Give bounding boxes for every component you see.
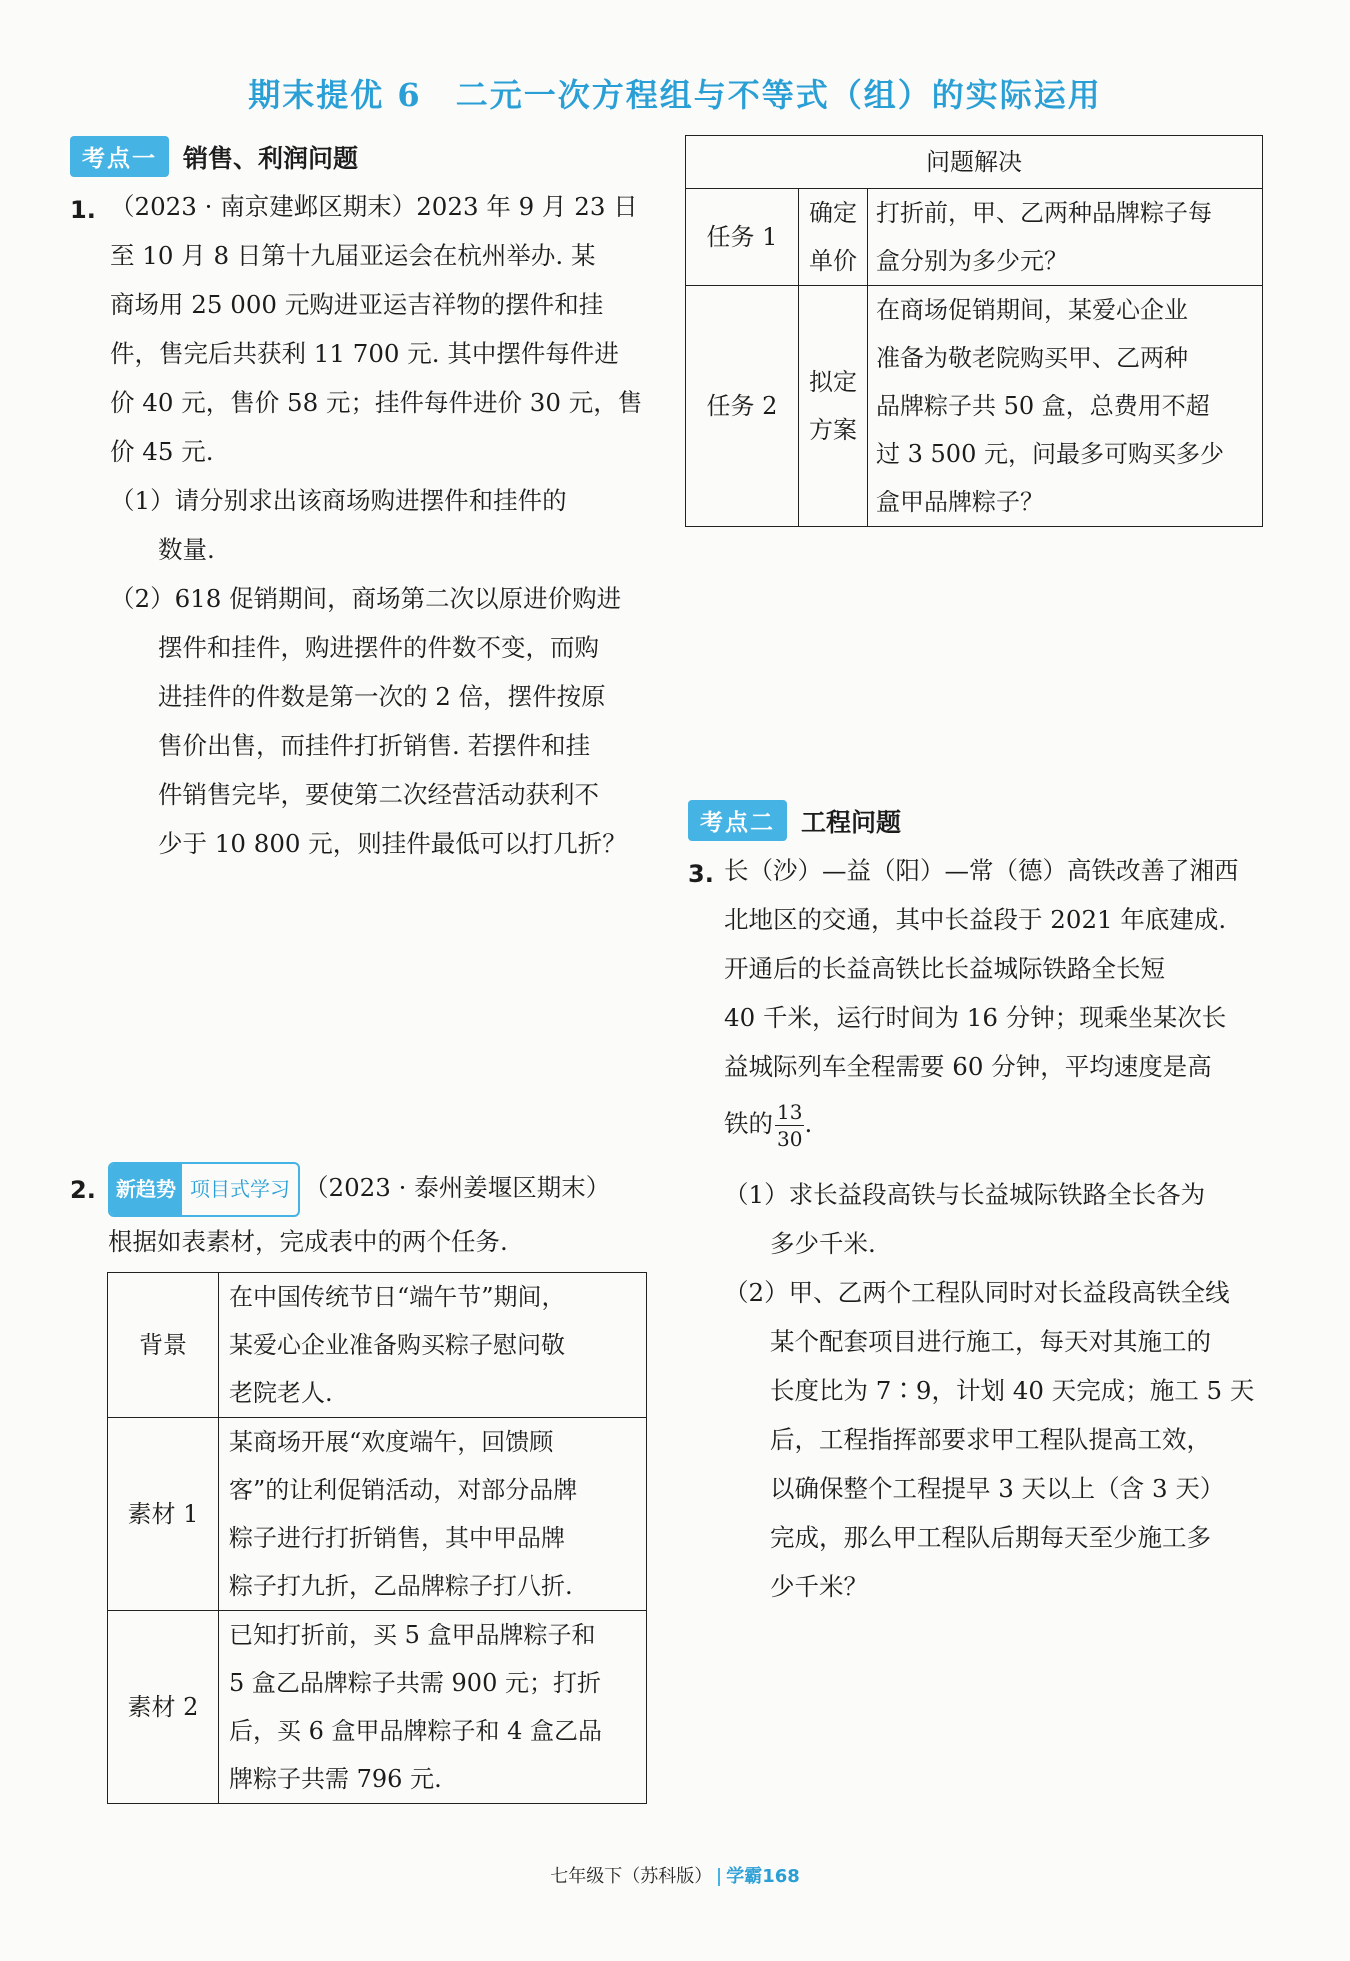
text-line: 商场用 25 000 元购进亚运吉祥物的摆件和挂: [110, 290, 604, 319]
text-line: 摆件和挂件，购进摆件的件数不变，而购: [158, 633, 599, 662]
text-line: 数量.: [158, 535, 215, 564]
question-1-part-1: [110, 476, 655, 574]
text-fragment: 铁的: [724, 1109, 773, 1138]
text-line: [724, 1099, 1284, 1152]
text-line: 多少千米.: [770, 1229, 876, 1258]
fraction-denominator: 30: [777, 1127, 803, 1151]
text-line: 在商场促销期间，某爱心企业: [876, 296, 1188, 324]
text-line: 老院老人.: [229, 1379, 333, 1407]
task-type: [799, 189, 868, 286]
text-line: 根据如表素材，完成表中的两个任务.: [108, 1227, 508, 1256]
question-3-stem: [724, 846, 1284, 1152]
text-line: 长（沙）—益（阳）—常（德）高铁改善了湘西: [724, 856, 1239, 885]
text-line: 拟定: [809, 368, 857, 396]
text-line: 后，买 6 盒甲品牌粽子和 4 盒乙品: [229, 1717, 603, 1745]
table-row: [686, 286, 1263, 527]
question-2-stem: [108, 1162, 668, 1266]
task-content: [868, 286, 1263, 527]
table-row: [108, 1418, 647, 1611]
section-header-2: [688, 800, 901, 841]
row-content: [219, 1611, 647, 1804]
text-line: 价 45 元.: [110, 437, 214, 466]
section-title: 销售、利润问题: [183, 143, 359, 173]
text-line: 方案: [809, 416, 857, 444]
text-line: 在中国传统节日“端午节”期间，: [229, 1283, 566, 1311]
table-row: [108, 1611, 647, 1804]
question-1-part-2: [110, 574, 655, 868]
material-table: [107, 1272, 647, 1804]
text-line: （2023 · 南京建邺区期末）2023 年 9 月 23 日: [110, 192, 638, 221]
text-line: （1）求长益段高铁与长益城际铁路全长各为: [724, 1180, 1206, 1209]
question-1-stem: [110, 182, 655, 476]
page-title: 期末提优 6 二元一次方程组与不等式（组）的实际运用: [248, 76, 1102, 114]
section-tag: 考点一: [70, 136, 169, 177]
text-line: 品牌粽子共 50 盒，总费用不超: [876, 392, 1210, 420]
brand-label: 学霸: [726, 1866, 763, 1887]
row-head: 素材 1: [108, 1418, 219, 1611]
text-line: 打折前，甲、乙两种品牌粽子每: [876, 199, 1212, 227]
divider: [718, 1868, 720, 1886]
text-line: 益城际列车全程需要 60 分钟，平均速度是高: [724, 1052, 1212, 1081]
text-line: 价 40 元，售价 58 元；挂件每件进价 30 元，售: [110, 388, 643, 417]
table-row: [686, 189, 1263, 286]
question-number: 1.: [70, 196, 96, 224]
fraction-numerator: 13: [777, 1100, 803, 1124]
text-line: 北地区的交通，其中长益段于 2021 年底建成.: [724, 905, 1227, 934]
badge-label: 新趋势: [110, 1164, 182, 1215]
text-line: 某商场开展“欢度端午，回馈顾: [229, 1428, 554, 1456]
question-number: 3.: [688, 860, 714, 888]
text-line: 少千米？: [770, 1572, 868, 1601]
task-table: [685, 135, 1263, 527]
text-line: （2）甲、乙两个工程队同时对长益段高铁全线: [724, 1278, 1230, 1307]
page-number: 168: [762, 1866, 800, 1887]
text-line: 进挂件的件数是第一次的 2 倍，摆件按原: [158, 682, 606, 711]
text-line: [108, 1162, 668, 1217]
grade-label: 七年级下（苏科版）: [550, 1866, 713, 1887]
text-line: 某爱心企业准备购买粽子慰问敬: [229, 1331, 565, 1359]
text-line: 盒分别为多少元？: [876, 247, 1068, 275]
section-tag: 考点二: [688, 800, 787, 841]
text-line: 单价: [809, 247, 857, 275]
text-line: （1）请分别求出该商场购进摆件和挂件的: [110, 486, 567, 515]
fraction: [775, 1099, 804, 1152]
text-line: 某个配套项目进行施工，每天对其施工的: [770, 1327, 1211, 1356]
source: （2023 · 泰州姜堰区期末）: [304, 1173, 611, 1202]
row-head: 背景: [108, 1273, 219, 1418]
text-line: （2）618 促销期间，商场第二次以原进价购进: [110, 584, 622, 613]
section-header-1: [70, 136, 358, 177]
text-fragment: .: [804, 1109, 813, 1138]
row-content: [219, 1418, 647, 1611]
page-footer: [0, 1862, 1350, 1888]
text-line: 以确保整个工程提早 3 天以上（含 3 天）: [770, 1474, 1225, 1503]
text-line: 过 3 500 元，问最多可购买多少: [876, 440, 1224, 468]
text-line: 件销售完毕，要使第二次经营活动获利不: [158, 780, 599, 809]
text-line: 售价出售，而挂件打折销售. 若摆件和挂: [158, 731, 591, 760]
task-name: 任务 1: [686, 189, 799, 286]
task-type: [799, 286, 868, 527]
text-line: 少于 10 800 元，则挂件最低可以打几折？: [158, 829, 627, 858]
text-line: 粽子打九折，乙品牌粽子打八折.: [229, 1572, 573, 1600]
text-line: 确定: [809, 199, 857, 227]
text-line: 后，工程指挥部要求甲工程队提高工效，: [770, 1425, 1211, 1454]
badge-label: 项目式学习: [190, 1177, 290, 1201]
text-line: 5 盒乙品牌粽子共需 900 元；打折: [229, 1669, 601, 1697]
table-row: [108, 1273, 647, 1418]
table-row: [686, 136, 1263, 189]
text-line: 盒甲品牌粽子？: [876, 488, 1044, 516]
text-line: 件，售完后共获利 11 700 元. 其中摆件每件进: [110, 339, 619, 368]
trend-badge: [108, 1162, 300, 1217]
question-number: 2.: [70, 1176, 96, 1204]
question-3-part-1: [724, 1170, 1284, 1268]
text-line: 客”的让利促销活动，对部分品牌: [229, 1476, 578, 1504]
text-line: 长度比为 7∶9，计划 40 天完成；施工 5 天: [770, 1376, 1255, 1405]
task-content: [868, 189, 1263, 286]
text-line: 完成，那么甲工程队后期每天至少施工多: [770, 1523, 1211, 1552]
table-header: 问题解决: [686, 136, 1263, 189]
text-line: 准备为敬老院购买甲、乙两种: [876, 344, 1188, 372]
text-line: 开通后的长益高铁比长益城际铁路全长短: [724, 954, 1165, 983]
text-line: 至 10 月 8 日第十九届亚运会在杭州举办. 某: [110, 241, 596, 270]
section-title: 工程问题: [801, 807, 902, 837]
task-name: 任务 2: [686, 286, 799, 527]
row-head: 素材 2: [108, 1611, 219, 1804]
text-line: 牌粽子共需 796 元.: [229, 1765, 442, 1793]
question-3-part-2: [724, 1268, 1284, 1611]
text-line: 粽子进行打折销售，其中甲品牌: [229, 1524, 565, 1552]
text-line: 已知打折前，买 5 盒甲品牌粽子和: [229, 1621, 596, 1649]
text-line: 40 千米，运行时间为 16 分钟；现乘坐某次长: [724, 1003, 1227, 1032]
row-content: [219, 1273, 647, 1418]
